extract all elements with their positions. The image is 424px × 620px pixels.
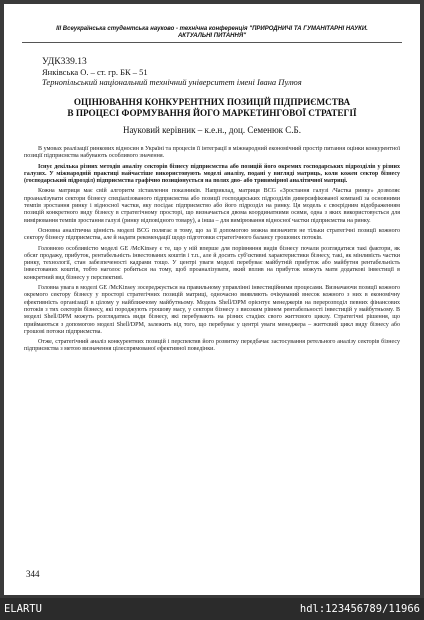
article-title-line2: В ПРОЦЕСІ ФОРМУВАННЯ ЙОГО МАРКЕТИНГОВОЇ СТРАТЕГІЇ [67, 107, 357, 118]
document-page [4, 4, 420, 595]
paragraph: Кожна матриця має свій алгоритм зіставлення показників. Наприклад, матриця BCG «Зростання галузі /Частка ринку» дозволяє проаналізувати сектори бізнесу спеціалізованого підприємства або позиції господарських підрозділів диверсифікованої компанії за основними темпів зростання ринку і відносної частки, яку посідає підприємство або його підрозділ на ринку. Ця модель є своєрідним відображенням позицій конкретного виду бізнесу в стратегічному просторі, що визначається двома координатними осями, одна з яких використовується для вимірювання темпів зростання галузі (ринку відповідного товару), а інша – для вимірювання відносної частки підприємства на ринку. [24, 188, 400, 224]
conference-header-line1: III Всеукраїнська студентська науково - технічна конференція "ПРИРОДНИЧІ ТА ГУМАНІТАРНІ НАУКИ. [56, 26, 368, 32]
institution-line: Тернопільський національний технічний університет імені Івана Пулюя [42, 77, 302, 87]
paragraph: Головною особливістю моделі GE /McKinsey є те, що у ній вперше для порівняння видів бізнесу почали розглядатися такі фактори, як обсяг продажу, прибуток, рентабельність інвестованих коштів і т.п., але й досить суб'єктивні характеристики бізнесу, такі, як мінливість частки ринку, технології, стан забезпеченості кадрами тощо. У центрі уваги моделі перебуває майбутній прибуток або майбутня рентабельність інвестованих коштів, тобто наголос робиться на тому, щоб проаналізувати, який вплив на прибуток можуть мати додаткові інвестиції в конкретний вид бізнесу у перспективі. [24, 245, 400, 281]
article-title [24, 97, 400, 118]
conference-header [22, 26, 402, 43]
repository-name: ELARTU [4, 603, 42, 615]
udk-code: УДК339.13 [42, 57, 87, 67]
repository-footer [0, 598, 424, 620]
paragraph-bold: Існує декілька різних методів аналізу секторів бізнесу підприємства або позицій його окремих господарських підрозділів у різних галузях. У міжнародній практиці найчастіше використовують моделі аналізу, подані у вигляді матриць, коли кожен сектор бізнесу (господарський підрозділ) підприємства графічно позиціонується на полях дво- або тривимірної аналітичної матриці. [24, 163, 400, 185]
supervisor-line: Науковий керівник – к.е.н., доц. Семенюк С.Б. [123, 125, 301, 135]
paragraph: В умовах реалізації ринкових відносин в Україні та процесів її інтеграції в міжнародний економічний простір питання оцінки конкурентної позиції підприємства набувають особливого значення. [24, 146, 400, 160]
paragraph: Основна аналітична цінність моделі BCG полягає в тому, що за її допомогою можна визначити не тільки стратегічні позиції кожного сектору бізнесу підприємства, але й надати рекомендації щодо підготовки стратегічного балансу грошових потоків. [24, 227, 400, 242]
handle-identifier[interactable]: hdl:123456789/11966 [299, 603, 420, 615]
conference-header-line2: АКТУАЛЬНІ ПИТАННЯ" [177, 33, 247, 39]
article-meta [42, 57, 400, 87]
page-number: 344 [26, 569, 40, 579]
author-line: Янківська О. – ст. гр. БК – 51 [42, 67, 148, 77]
article-title-line1: ОЦІНЮВАННЯ КОНКУРЕНТНИХ ПОЗИЦІЙ ПІДПРИЄМСТВА [73, 97, 351, 107]
paragraph: Отже, стратегічний аналіз конкурентних позицій і перспектив його розвитку передбачає застосування ретельного аналізу секторів бізнесу підприємства з метою визначення цілеспрямованої ефективної поведінки. [24, 339, 400, 353]
article-body [24, 146, 400, 354]
paragraph: Головна увага в моделі GE /McKinsey зосереджується на правильному управлінні інвестиційними процесами. Визначаючи позиції кожного окремого сектору бізнесу у просторі стратегічних позицій матриці, одночасно виявляють очікуваний внесок кожного з них в економічну ефективність організації в цілому у найближчому майбутньому. Модель Shell/DPM орієнтує менеджерів на перерозподіл певних фінансових потоків з тих секторів бізнесу, які породжують грошову масу, у сектори бізнесу з високим рівнем рентабельності інвестицій у майбутньому. В моделі Shell/DPM можуть розглядатись види бізнесу, які перебувають на різних стадіях свого життєвого циклу. Стратегічні рішення, що приймаються з допомогою моделі Shell/DPM, залежить від того, що перебуває у центрі уваги менеджера – життєвий цикл виду бізнесу або грошові потоки підприємства. [24, 285, 400, 335]
